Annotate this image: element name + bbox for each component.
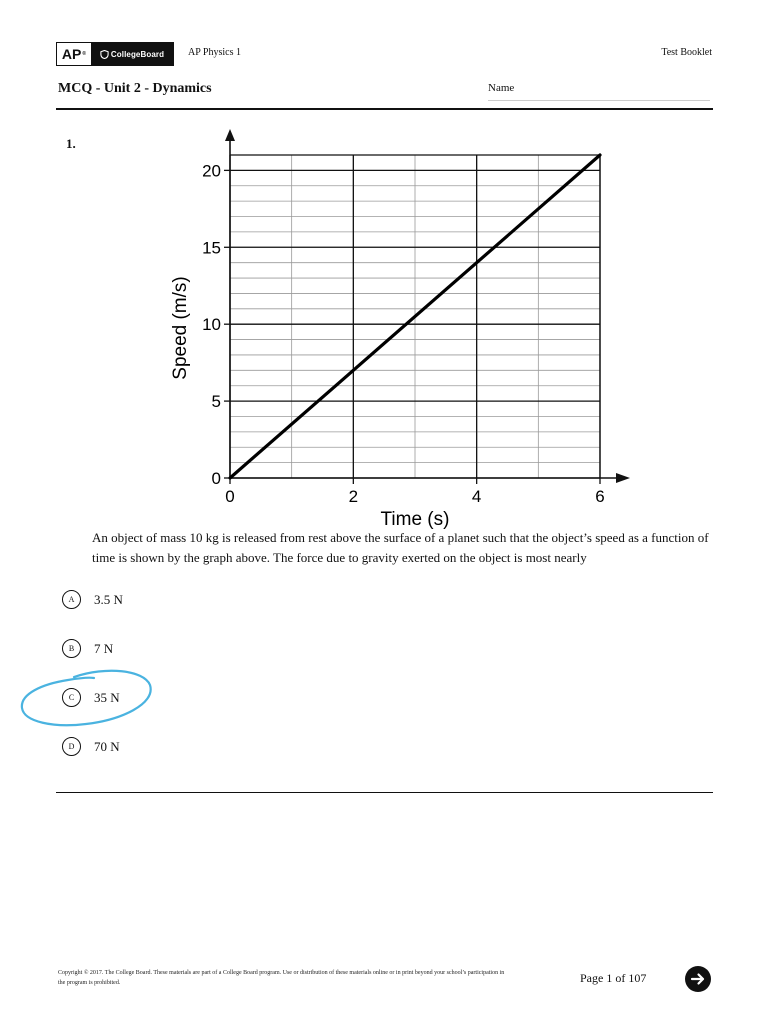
question-number: 1. (66, 136, 76, 151)
next-page-button[interactable] (685, 966, 711, 992)
y-tick-label: 20 (202, 161, 221, 181)
choice-d[interactable] (62, 737, 120, 756)
x-axis-label: Time (s) (380, 509, 450, 530)
x-axis-arrow (616, 473, 630, 483)
collegeboard-logo-text: CollegeBoard (110, 49, 165, 59)
hand-drawn-answer-circle (16, 660, 161, 735)
header-divider (56, 108, 713, 110)
y-tick-label: 15 (202, 238, 221, 258)
choice-d-bubble[interactable]: D (62, 737, 81, 756)
ap-collegeboard-logo (56, 42, 174, 66)
choice-b[interactable] (62, 639, 113, 658)
page-title: MCQ - Unit 2 - Dynamics (58, 81, 212, 96)
choice-b-text: 7 N (94, 640, 114, 656)
page-number: Page 1 of 107 (580, 971, 647, 985)
acorn-icon (100, 50, 109, 59)
y-tick-label: 0 (211, 469, 221, 488)
arrow-right-icon (690, 971, 706, 987)
y-axis-label: Speed (m/s) (170, 276, 191, 380)
y-tick-label: 5 (211, 392, 221, 412)
booklet-type: Test Booklet (661, 47, 712, 58)
question-stem: An object of mass 10 kg is released from rest above the surface of a planet such that the object’s speed as a function of time is shown by the graph above. The force due to gravity exerted on the object is most nearly (92, 530, 709, 565)
tick-labels (202, 161, 605, 506)
x-tick-label: 0 (225, 487, 235, 506)
choice-b-bubble[interactable]: B (62, 639, 81, 658)
choice-c-text: 35 N (94, 689, 120, 705)
name-field-line (488, 100, 710, 101)
copyright-notice: Copyright © 2017. The College Board. These materials are part of a College Board program. Use or distribution of these materials online or in print beyond your school’s participation in the program is prohibited. (58, 970, 505, 986)
x-tick-label: 4 (471, 487, 482, 506)
collegeboard-logo (91, 43, 173, 65)
y-axis-arrow (225, 129, 235, 141)
choice-d-text: 70 N (94, 738, 120, 754)
name-label: Name (488, 82, 515, 94)
x-tick-label: 2 (348, 487, 359, 506)
choice-a-bubble[interactable]: A (62, 590, 81, 609)
y-tick-label: 10 (202, 315, 221, 335)
ap-logo-text: AP (61, 46, 82, 62)
x-tick-label: 6 (595, 487, 605, 506)
ap-logo: AP ® (57, 43, 91, 65)
choice-c-bubble[interactable]: C (62, 688, 81, 707)
course-name: AP Physics 1 (188, 47, 241, 58)
speed-time-chart (150, 125, 650, 535)
choice-a[interactable] (62, 590, 123, 609)
bottom-divider (56, 792, 713, 793)
choice-a-text: 3.5 N (94, 591, 123, 607)
